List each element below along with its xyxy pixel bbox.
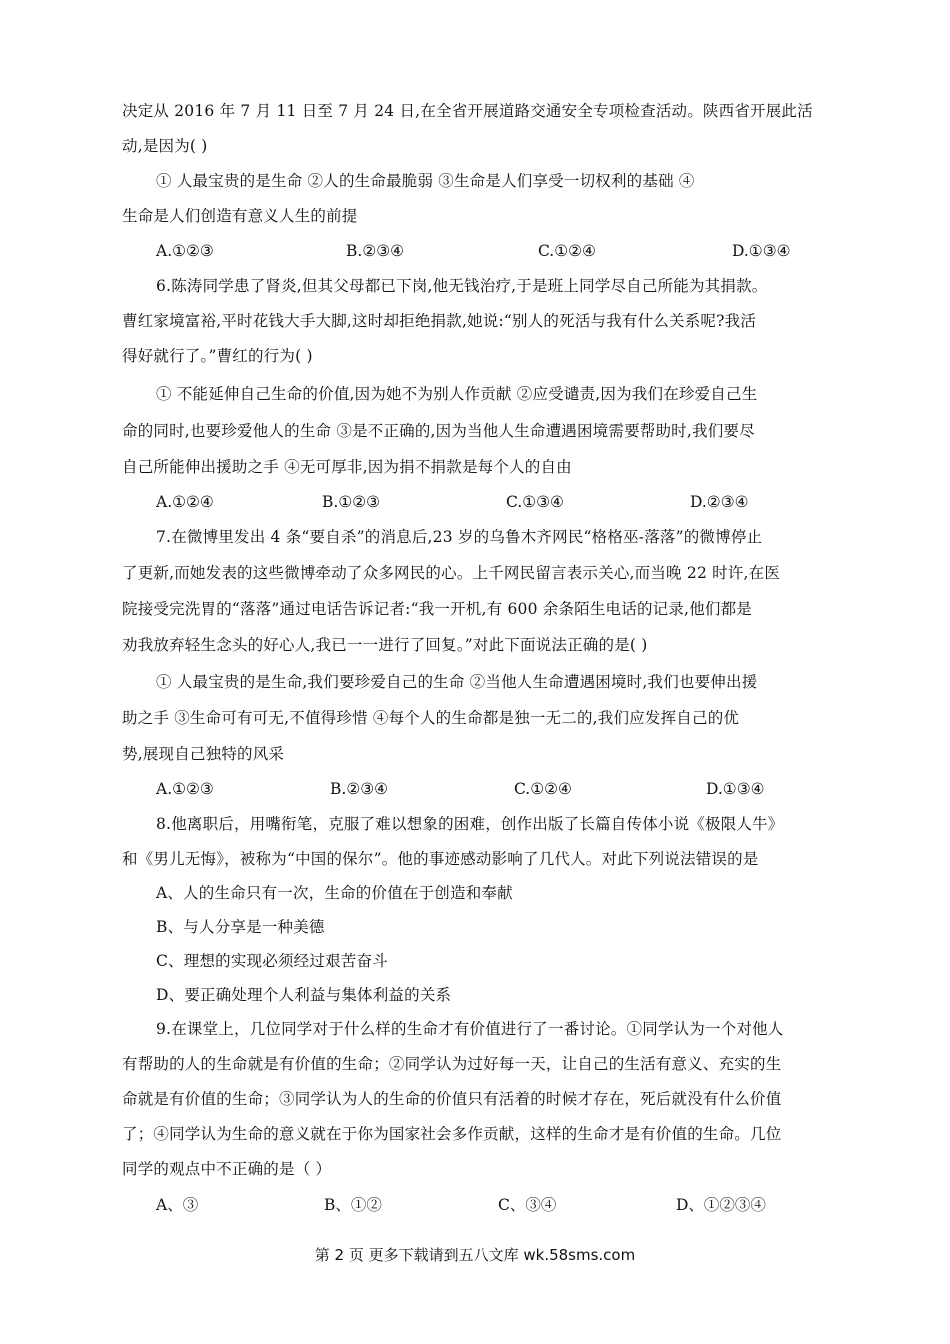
q6-line-2: 曹红家境富裕,平时花钱大手大脚,这时却拒绝捐款,她说:“别人的死活与我有什么关系呢?我活: [122, 312, 757, 330]
q6-statement-2: 命的同时,也要珍爱他人的生命 ③是不正确的,因为当他人生命遭遇困境需要帮助时,我们要尽: [122, 422, 755, 440]
q6-statement-1: ① 不能延伸自己生命的价值,因为她不为别人作贡献 ②应受谴责,因为我们在珍爱自己生: [156, 385, 758, 403]
q5-option-b: B.②③④: [346, 242, 405, 260]
q8-option-b: B、与人分享是一种美德: [156, 918, 325, 936]
q6-line-1: 6.陈涛同学患了肾炎,但其父母都已下岗,他无钱治疗,于是班上同学尽自己所能为其捐款。: [156, 277, 768, 295]
q7-option-d: D.①③④: [706, 780, 765, 798]
q9-line-3: 命就是有价值的生命；③同学认为人的生命的价值只有活着的时候才存在，死后就没有什么价值: [122, 1090, 782, 1108]
q8-line-2: 和《男儿无悔》，被称为“中国的保尔”。他的事迹感动影响了几代人。对此下列说法错误的是: [122, 850, 759, 868]
q7-statement-1: ① 人最宝贵的是生命,我们要珍爱自己的生命 ②当他人生命遭遇困境时,我们也要伸出援: [156, 673, 758, 691]
q8-option-d: D、要正确处理个人利益与集体利益的关系: [156, 986, 452, 1004]
q7-line-1: 7.在微博里发出 4 条“要自杀”的消息后,23 岁的乌鲁木齐网民“格格巫-落落”的微博停止: [156, 528, 763, 546]
q7-option-c: C.①②④: [514, 780, 572, 798]
q9-option-d: D、①②③④: [676, 1196, 766, 1214]
q8-option-a: A、人的生命只有一次，生命的价值在于创造和奉献: [156, 884, 513, 902]
page-footer: 第 2 页 更多下载请到五八文库 wk.58sms.com: [314, 1246, 636, 1264]
q6-options: [0, 491, 950, 513]
q7-options: [0, 778, 950, 800]
q6-option-a: A.①②④: [156, 493, 214, 511]
q9-options: [0, 1194, 950, 1216]
q9-line-4: 了；④同学认为生命的意义就在于你为国家社会多作贡献，这样的生命才是有价值的生命。几位: [122, 1125, 782, 1143]
q8-option-c: C、理想的实现必须经过艰苦奋斗: [156, 952, 388, 970]
q5-statement-2: 生命是人们创造有意义人生的前提: [122, 207, 358, 225]
q9-line-1: 9.在课堂上，几位同学对于什么样的生命才有价值进行了一番讨论。①同学认为一个对他人: [156, 1020, 784, 1038]
q9-option-a: A、③: [156, 1196, 199, 1214]
q6-option-b: B.①②③: [322, 493, 381, 511]
q5-option-c: C.①②④: [538, 242, 596, 260]
q7-option-b: B.②③④: [330, 780, 389, 798]
q9-option-c: C、③④: [498, 1196, 557, 1214]
q9-line-5: 同学的观点中不正确的是（ ）: [122, 1160, 332, 1178]
q6-option-c: C.①③④: [506, 493, 564, 511]
q6-option-d: D.②③④: [690, 493, 749, 511]
q6-statement-3: 自己所能伸出援助之手 ④无可厚非,因为捐不捐款是每个人的自由: [122, 458, 572, 476]
q7-statement-3: 势,展现自己独特的风采: [122, 745, 285, 763]
q9-line-2: 有帮助的人的生命就是有价值的生命；②同学认为过好每一天，让自己的生活有意义、充实的生: [122, 1055, 782, 1073]
q5-line-2: 动,是因为( ): [122, 137, 208, 155]
q5-options: [0, 240, 950, 262]
q7-line-4: 劝我放弃轻生念头的好心人,我已一一进行了回复。”对此下面说法正确的是( ): [122, 636, 648, 654]
q6-line-3: 得好就行了。”曹红的行为( ): [122, 347, 313, 365]
q7-line-2: 了更新,而她发表的这些微博牵动了众多网民的心。上千网民留言表示关心,而当晚 22 时许,在医: [122, 564, 781, 582]
q5-option-d: D.①③④: [732, 242, 791, 260]
q7-statement-2: 助之手 ③生命可有可无,不值得珍惜 ④每个人的生命都是独一无二的,我们应发挥自己的优: [122, 709, 740, 727]
q8-line-1: 8.他离职后，用嘴衔笔，克服了难以想象的困难，创作出版了长篇自传体小说《极限人牛》: [156, 815, 784, 833]
q7-option-a: A.①②③: [156, 780, 214, 798]
q9-option-b: B、①②: [324, 1196, 382, 1214]
q7-line-3: 院接受完洗胃的“落落”通过电话告诉记者:“我一开机,有 600 余条陌生电话的记录,他们都是: [122, 600, 752, 618]
q5-statement-1: ① 人最宝贵的是生命 ②人的生命最脆弱 ③生命是人们享受一切权利的基础 ④: [156, 172, 695, 190]
q5-line-1: 决定从 2016 年 7 月 11 日至 7 月 24 日,在全省开展道路交通安全专项检查活动。陕西省开展此活: [122, 102, 813, 120]
q5-option-a: A.①②③: [156, 242, 214, 260]
